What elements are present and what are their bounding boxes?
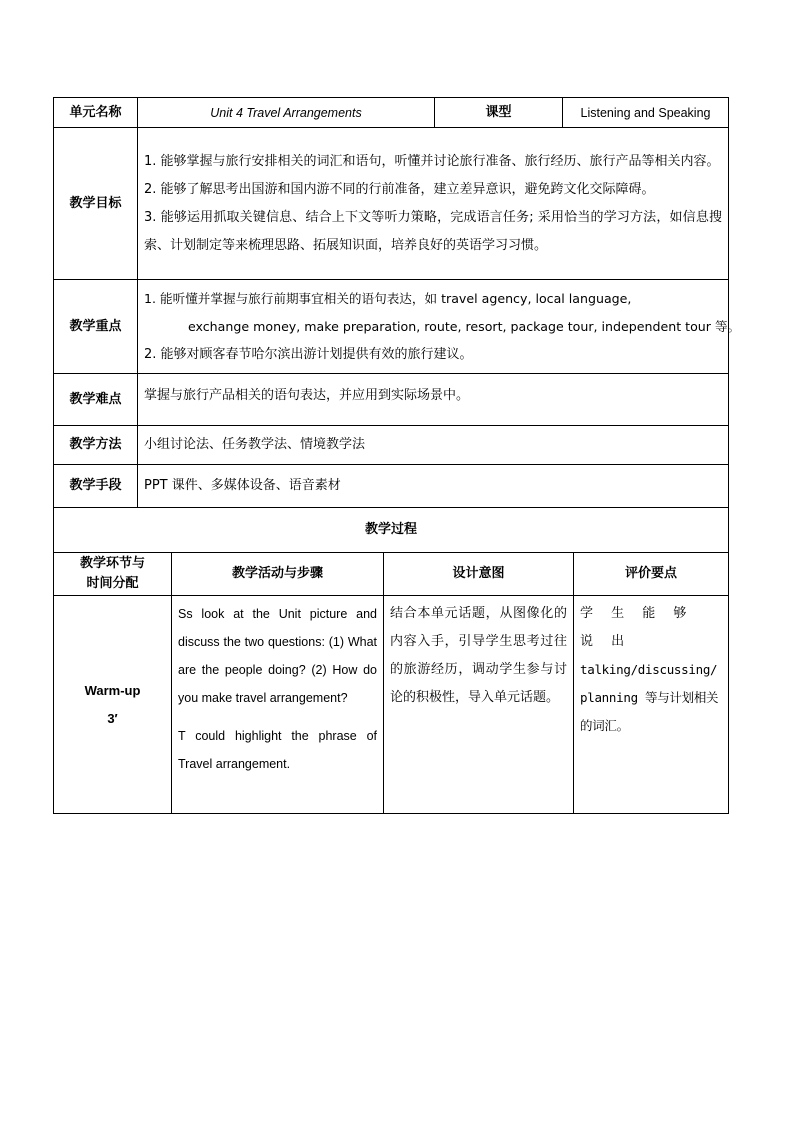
header-stage-line: 时间分配: [86, 576, 139, 591]
process-title-row: [54, 508, 729, 553]
teaching-process-table: [53, 507, 729, 814]
objective-item: 2. 能够了解思考出国游和国内游不同的行前准备，建立差异意识，避免跨文化交际障碍。: [144, 181, 655, 197]
evaluation-cell: [574, 596, 729, 814]
process-header-row: [54, 553, 729, 596]
unit-value: Unit 4 Travel Arrangements: [138, 98, 435, 128]
activity-step: T could highlight the phrase of Travel arrangement.: [178, 729, 377, 771]
header-activity: 教学活动与步骤: [172, 553, 384, 596]
objectives-row: [54, 128, 729, 280]
header-intent: 设计意图: [384, 553, 574, 596]
intent-cell: [384, 596, 574, 814]
means-row: [54, 465, 729, 508]
methods-row: [54, 426, 729, 465]
unit-row: [54, 98, 729, 128]
means-text: PPT 课件、多媒体设备、语音素材: [138, 465, 729, 508]
key-point-item-continued: exchange money, make preparation, route, resort, package tour, independent tour 等。: [188, 318, 741, 334]
unit-label: 单元名称: [54, 98, 138, 128]
difficulty-text: 掌握与旅行产品相关的语句表达，并应用到实际场景中。: [138, 374, 729, 426]
evaluation-text: planning 等与计划相关的词汇。: [580, 690, 719, 733]
key-point-item: 2. 能够对顾客春节哈尔滨出游计划提供有效的旅行建议。: [144, 346, 473, 362]
lesson-info-table: [53, 97, 741, 508]
evaluation-text: talking/discussing/: [580, 662, 718, 677]
stage-cell: [54, 596, 172, 814]
header-stage: [54, 553, 172, 596]
stage-time: 3′: [107, 710, 118, 726]
methods-label: 教学方法: [54, 426, 138, 465]
difficulty-label: 教学难点: [54, 374, 138, 426]
objectives-cell: [138, 128, 729, 280]
evaluation-text: 学 生 能 够 说 出: [580, 606, 694, 649]
objective-item: 3. 能够运用抓取关键信息、结合上下文等听力策略，完成语言任务; 采用恰当的学习方法，如信息搜索、计划制定等来梳理思路、拓展知识面，培养良好的英语学习习惯。: [144, 209, 722, 253]
type-value: Listening and Speaking: [563, 98, 729, 128]
key-points-row: [54, 280, 729, 374]
process-title: 教学过程: [54, 508, 729, 553]
methods-text: 小组讨论法、任务教学法、情境教学法: [138, 426, 729, 465]
key-point-item: 1. 能听懂并掌握与旅行前期事宜相关的语句表达，如 travel agency, local language,: [144, 290, 632, 306]
objectives-label: 教学目标: [54, 128, 138, 280]
difficulty-row: [54, 374, 729, 426]
means-label: 教学手段: [54, 465, 138, 508]
stage-name: Warm-up: [84, 682, 141, 698]
process-row-warmup: [54, 596, 729, 814]
intent-text: 结合本单元话题，从图像化的内容入手，引导学生思考过往的旅游经历，调动学生参与讨论的积极性，导入单元话题。: [390, 606, 567, 705]
activity-step: Ss look at the Unit picture and discuss the two questions: (1) What are the people doing? (2) How do you make travel arrangement?: [178, 607, 377, 705]
key-points-cell: [138, 280, 741, 374]
activity-cell: [172, 596, 384, 814]
header-stage-line: 教学环节与: [79, 556, 145, 571]
key-points-label: 教学重点: [54, 280, 138, 374]
header-evaluation: 评价要点: [574, 553, 729, 596]
type-label: 课型: [435, 98, 563, 128]
objective-item: 1. 能够掌握与旅行安排相关的词汇和语句，听懂并讨论旅行准备、旅行经历、旅行产品等相关内容。: [144, 153, 720, 169]
